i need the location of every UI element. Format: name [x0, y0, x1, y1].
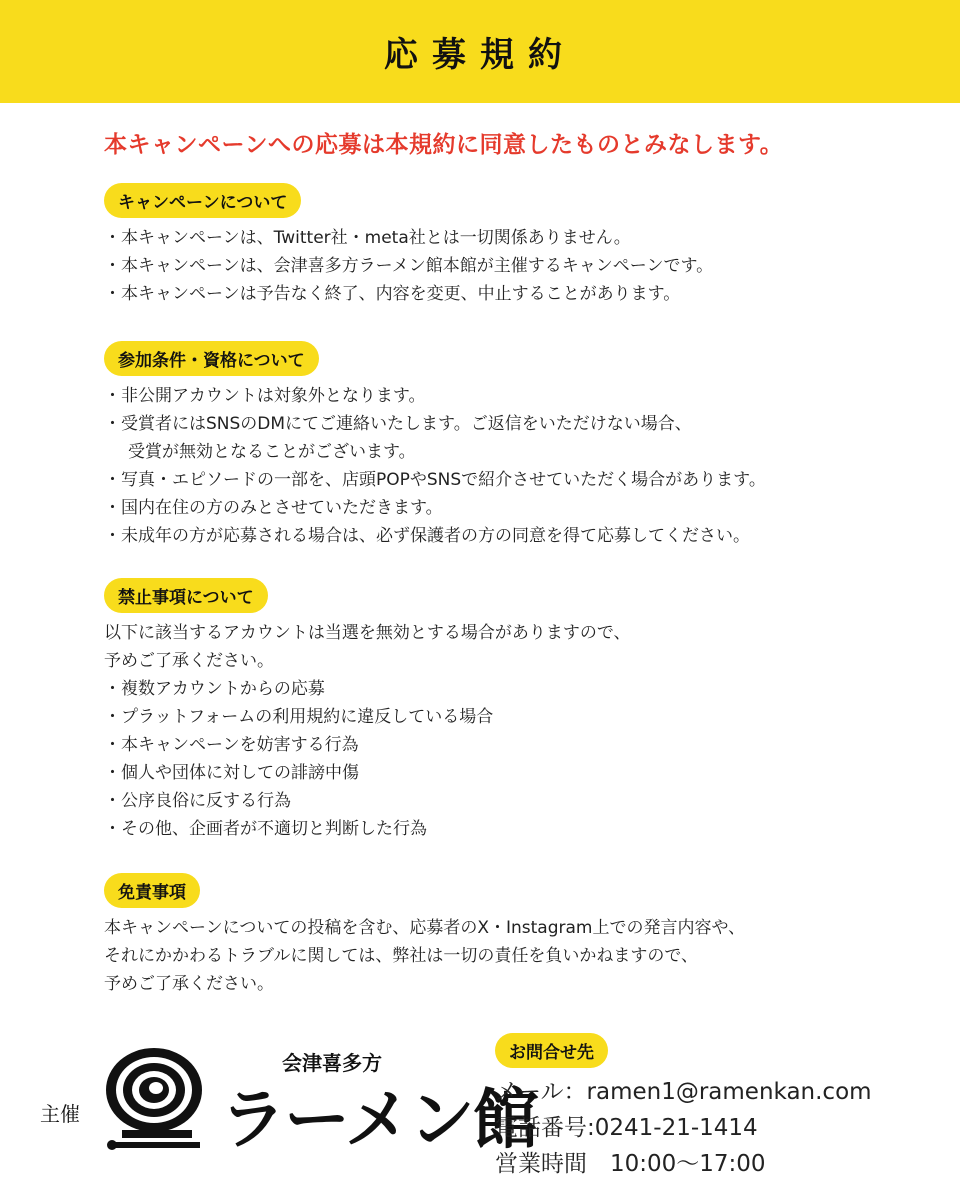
list-item: ・受賞者にはSNSのDMにてご連絡いたします。ご返信をいただけない場合、	[104, 414, 692, 434]
section-title: 禁止事項について	[104, 578, 268, 613]
section-title: 免責事項	[104, 873, 200, 908]
section-disclaimer	[104, 873, 745, 998]
agreement-notice: 本キャンペーンへの応募は本規約に同意したものとみなします。	[104, 132, 784, 158]
contact-email: メール：ramen1@ramenkan.com	[495, 1079, 872, 1105]
list-item: 本キャンペーンについての投稿を含む、応募者のX・Instagram上での発言内容や、	[104, 918, 746, 938]
contact-title: お問合せ先	[495, 1033, 608, 1068]
section-campaign	[104, 183, 713, 308]
list-item: それにかかわるトラブルに関しては、弊社は一切の責任を負いかねますので、	[104, 946, 698, 966]
list-item: ・個人や団体に対しての誹謗中傷	[104, 763, 359, 783]
contact-block	[495, 1033, 872, 1182]
list-item: ・プラットフォームの利用規約に違反している場合	[104, 707, 494, 727]
list-item: 予めご了承ください。	[104, 974, 274, 994]
section-prohibited	[104, 578, 631, 843]
list-item: ・非公開アカウントは対象外となります。	[104, 386, 426, 406]
list-item: ・未成年の方が応募される場合は、必ず保護者の方の同意を得て応募してください。	[104, 526, 750, 546]
section-eligibility	[104, 341, 766, 550]
section-title: キャンペーンについて	[104, 183, 301, 218]
list-item: 以下に該当するアカウントは当選を無効とする場合がありますので、	[104, 623, 631, 643]
list-item: ・本キャンペーンは、Twitter社・meta社とは一切関係ありません。	[104, 228, 631, 248]
list-item: ・複数アカウントからの応募	[104, 679, 325, 699]
page-title: 応募規約	[384, 35, 576, 75]
list-item: ・その他、企画者が不適切と判断した行為	[104, 819, 427, 839]
list-item: 受賞が無効となることがございます。	[128, 442, 416, 462]
logo-subtitle: 会津喜多方	[282, 1051, 382, 1075]
list-item: 予めご了承ください。	[104, 651, 274, 671]
section-title: 参加条件・資格について	[104, 341, 319, 376]
list-item: ・公序良俗に反する行為	[104, 791, 291, 811]
contact-hours: 営業時間 10:00〜17:00	[495, 1151, 766, 1177]
sponsor-label: 主催	[40, 1102, 80, 1126]
list-item: ・国内在住の方のみとさせていただきます。	[104, 498, 443, 518]
header-banner	[0, 0, 960, 103]
list-item: ・写真・エピソードの一部を、店頭POPやSNSで紹介させていただく場合があります。	[104, 470, 766, 490]
list-item: ・本キャンペーンを妨害する行為	[104, 735, 359, 755]
list-item: ・本キャンペーンは、会津喜多方ラーメン館本館が主催するキャンペーンです。	[104, 256, 714, 276]
logo-title: ラーメン館	[220, 1080, 537, 1158]
list-item: ・本キャンペーンは予告なく終了、内容を変更、中止することがあります。	[104, 284, 681, 304]
contact-phone: 電話番号:0241-21-1414	[495, 1115, 758, 1141]
